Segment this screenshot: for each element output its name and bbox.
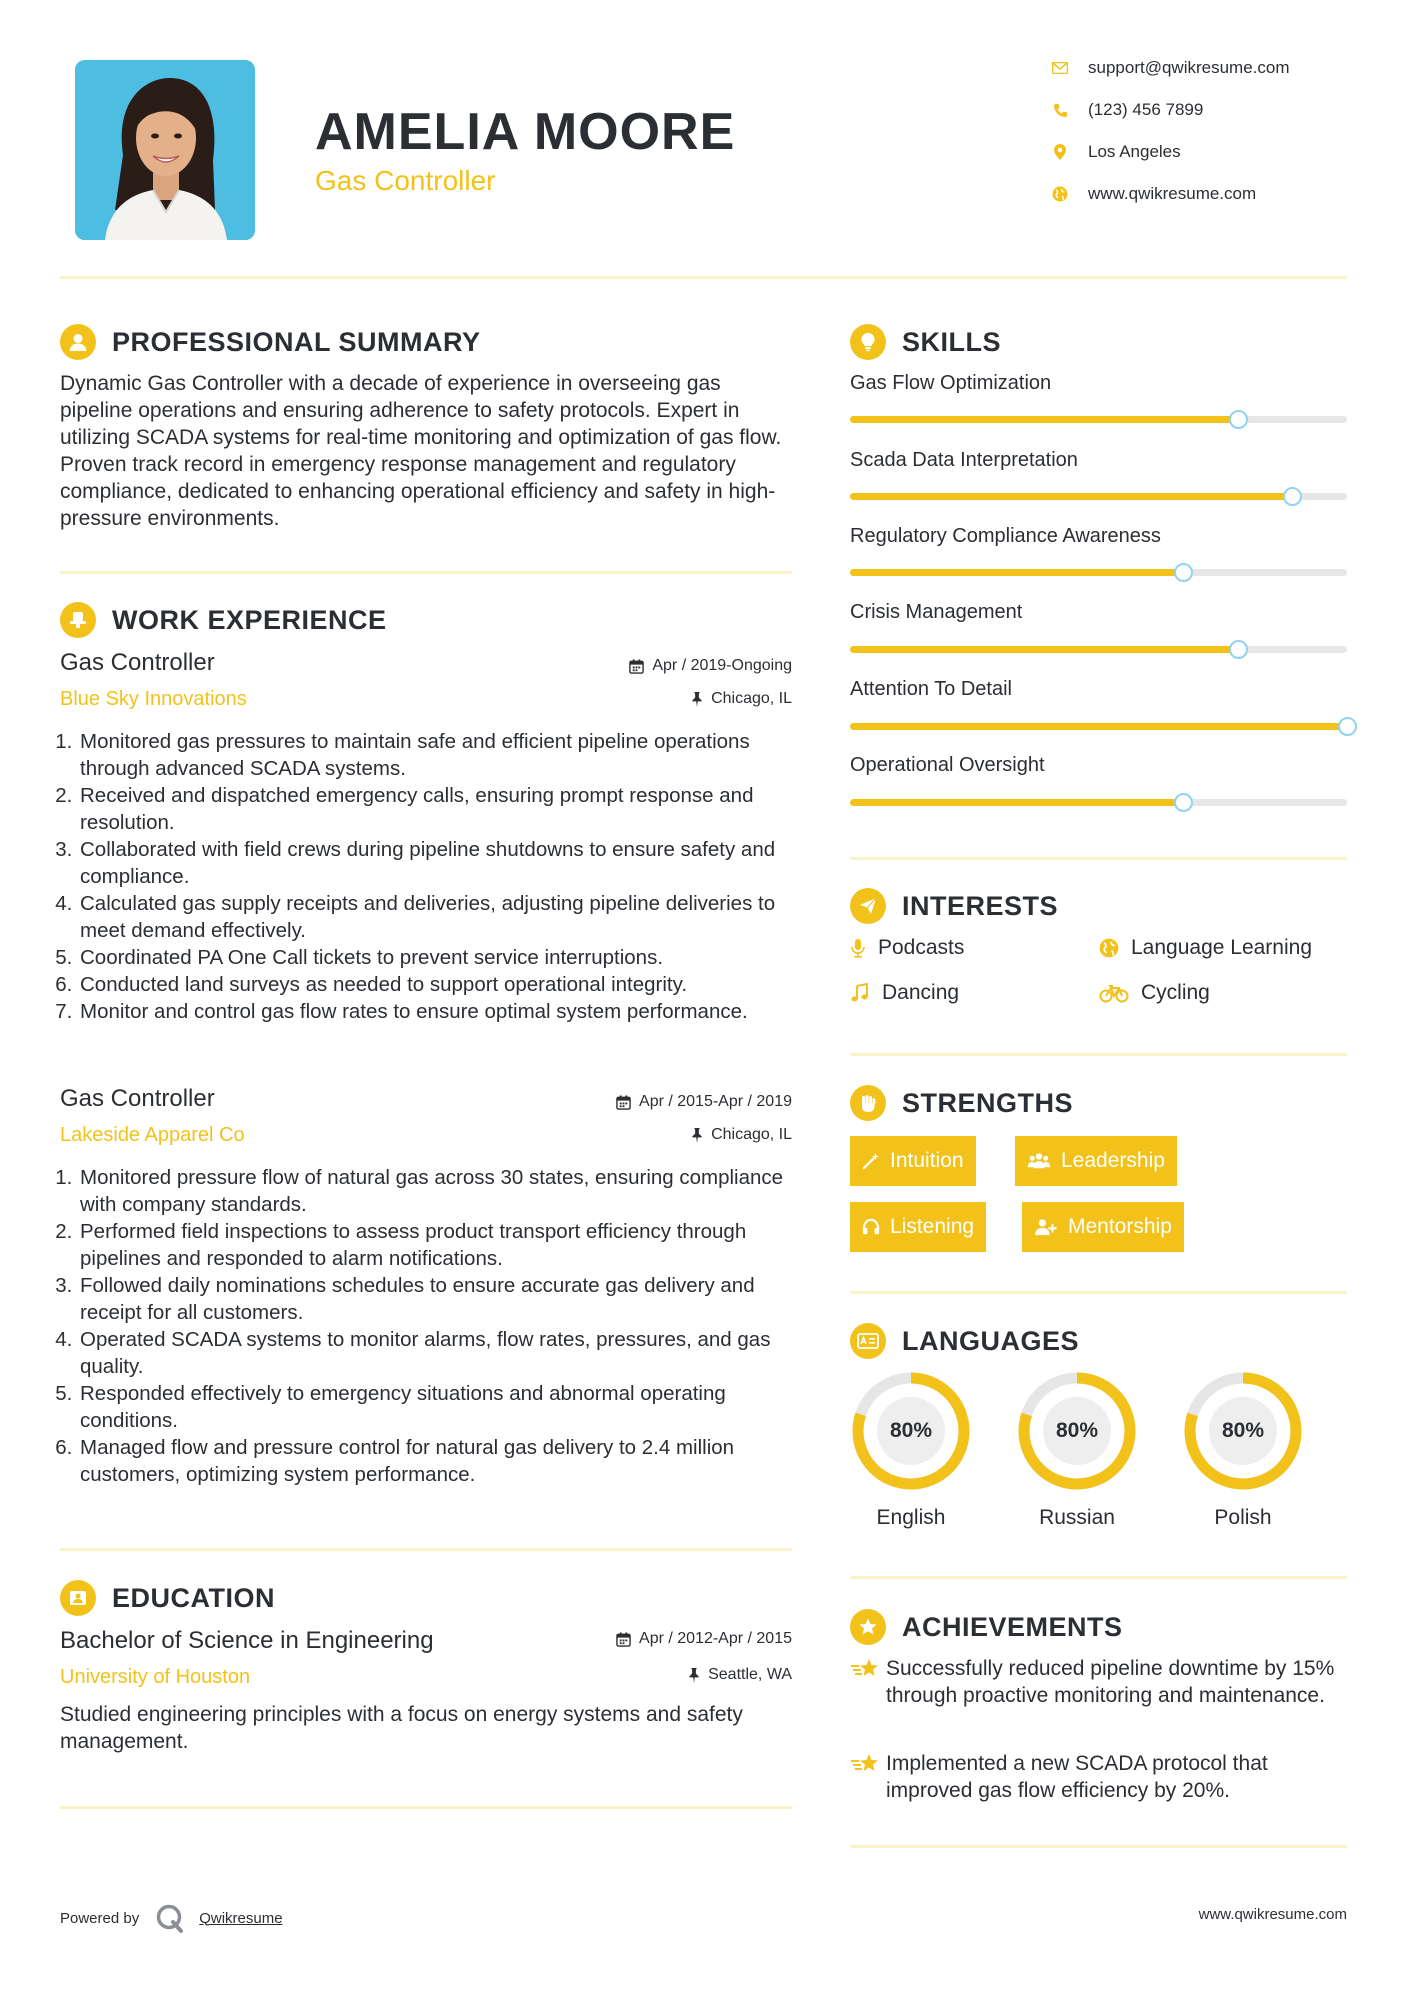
education-heading-text: EDUCATION xyxy=(112,1582,275,1613)
achievements-divider xyxy=(850,1845,1347,1848)
skill-bar xyxy=(850,569,1347,576)
skills-heading xyxy=(850,322,1001,362)
skill-bar xyxy=(850,493,1347,500)
qwikresume-logo-icon xyxy=(155,1903,185,1933)
achievement-item xyxy=(850,1750,1347,1804)
skill-label: Scada Data Interpretation xyxy=(850,449,1078,471)
job-title-subtitle: Gas Controller xyxy=(315,165,496,196)
job-2-duty: 4. Operated SCADA systems to monitor alarms, flow rates, pressures, and gas quality. xyxy=(78,1326,808,1380)
summary-text: Dynamic Gas Controller with a decade of experience in overseeing gas pipeline operations and ensuring adherence to safety protocols. Expert in utilizing SCADA systems for real-time monitoring and optimization of gas flow. Proven track record in emergency response management and regulatory compliance, dedicated to enhancing operational efficiency and safety in high-pressure environments. xyxy=(60,372,782,530)
experience-heading-text: WORK EXPERIENCE xyxy=(112,604,387,635)
education-dates xyxy=(616,1630,792,1648)
job-1-duty: 7. Monitor and control gas flow rates to ensure optimal system performance. xyxy=(78,998,808,1025)
education-description: Studied engineering principles with a focus on energy systems and safety management. xyxy=(60,1703,743,1753)
interest-label: Podcasts xyxy=(878,936,965,959)
job-2-dates-text: Apr / 2015-Apr / 2019 xyxy=(639,1093,792,1110)
profile-photo xyxy=(75,60,255,240)
contact-phone[interactable] xyxy=(1050,98,1203,122)
powered-by-text: Powered by xyxy=(60,1909,140,1927)
contact-email[interactable] xyxy=(1050,56,1290,80)
job-1-duties xyxy=(58,728,808,1025)
skill-bar xyxy=(850,799,1347,806)
achievements-heading xyxy=(850,1607,1123,1647)
education-divider xyxy=(60,1806,792,1809)
job-2-duty: 2. Performed field inspections to assess product transport efficiency through pipelines and responded to alarm notifications. xyxy=(78,1218,808,1272)
graduation-icon xyxy=(60,1580,96,1616)
achievements-heading-text: ACHIEVEMENTS xyxy=(902,1611,1123,1642)
microphone-icon xyxy=(850,938,866,958)
strength-tag xyxy=(850,1202,986,1252)
paper-plane-icon xyxy=(850,888,886,924)
brand-link[interactable]: Qwikresume xyxy=(199,1909,283,1927)
candidate-name: AMELIA MOORE xyxy=(315,103,736,161)
language-donut xyxy=(1016,1370,1138,1492)
language-card-icon xyxy=(850,1323,886,1359)
skill-label: Regulatory Compliance Awareness xyxy=(850,525,1161,547)
language-donut xyxy=(1182,1370,1304,1492)
experience-heading xyxy=(60,600,387,640)
job-2-company: Lakeside Apparel Co xyxy=(60,1124,245,1146)
skill-bar xyxy=(850,416,1347,423)
header-divider xyxy=(60,276,1347,279)
music-note-icon xyxy=(850,983,870,1003)
strengths-heading xyxy=(850,1083,1073,1123)
user-icon xyxy=(60,324,96,360)
skill-label: Operational Oversight xyxy=(850,754,1045,776)
language-item xyxy=(1182,1370,1304,1530)
calendar-icon xyxy=(629,659,644,674)
job-2-duty: 5. Responded effectively to emergency situations and abnormal operating conditions. xyxy=(78,1380,808,1434)
achievement-text: Implemented a new SCADA protocol that improved gas flow efficiency by 20%. xyxy=(886,1752,1268,1802)
job-1-dates-text: Apr / 2019-Ongoing xyxy=(652,657,792,674)
education-dates-text: Apr / 2012-Apr / 2015 xyxy=(639,1630,792,1647)
skill-bar-fill xyxy=(850,416,1238,423)
calendar-icon xyxy=(616,1095,631,1110)
pushpin-icon xyxy=(691,692,703,707)
experience-divider xyxy=(60,1548,792,1551)
globe-icon xyxy=(1050,184,1070,204)
language-item xyxy=(1016,1370,1138,1530)
skill-bar xyxy=(850,723,1347,730)
interest-label: Dancing xyxy=(882,981,960,1004)
job-1-title: Gas Controller xyxy=(60,649,215,676)
job-2-title: Gas Controller xyxy=(60,1085,215,1112)
contact-phone-text: (123) 456 7899 xyxy=(1088,100,1204,119)
globe-icon xyxy=(1099,938,1119,958)
interest-item xyxy=(850,981,959,1005)
interests-heading-text: INTERESTS xyxy=(902,890,1059,921)
skill-bar-knob xyxy=(1283,487,1302,506)
education-location-text: Seattle, WA xyxy=(708,1666,792,1683)
summary-heading-text: PROFESSIONAL SUMMARY xyxy=(112,326,481,357)
job-1-location-text: Chicago, IL xyxy=(711,690,792,707)
skill-bar-fill xyxy=(850,723,1347,730)
skill-bar-knob xyxy=(1338,717,1357,736)
skill-bar xyxy=(850,646,1347,653)
language-percent: 80% xyxy=(1221,1419,1265,1442)
strength-label: Intuition xyxy=(890,1149,964,1172)
language-name: Russian xyxy=(1039,1506,1115,1529)
interest-label: Language Learning xyxy=(1131,936,1313,959)
languages-divider xyxy=(850,1576,1347,1579)
job-2-duty: 6. Managed flow and pressure control for natural gas delivery to 2.4 million customers, optimizing system performance. xyxy=(78,1434,808,1488)
phone-icon xyxy=(1050,100,1070,120)
bicycle-icon xyxy=(1099,983,1129,1003)
skills-heading-text: SKILLS xyxy=(902,326,1002,357)
skill-bar-knob xyxy=(1174,563,1193,582)
language-donut xyxy=(850,1370,972,1492)
language-item xyxy=(850,1370,972,1530)
star-badge-icon xyxy=(850,1609,886,1645)
job-1-duty: 1. Monitored gas pressures to maintain safe and efficient pipeline operations through advanced SCADA systems. xyxy=(78,728,808,782)
strength-label: Listening xyxy=(890,1215,975,1238)
pushpin-icon xyxy=(691,1128,703,1143)
skill-bar-knob xyxy=(1174,793,1193,812)
job-1-duty: 3. Collaborated with field crews during pipeline shutdowns to ensure safety and compliance. xyxy=(78,836,808,890)
education-location xyxy=(688,1666,792,1684)
strength-tag xyxy=(1022,1202,1184,1252)
interest-item xyxy=(1099,936,1312,960)
interest-item xyxy=(1099,981,1210,1005)
headphones-icon xyxy=(862,1218,880,1236)
interest-item xyxy=(850,936,964,960)
job-2-location xyxy=(691,1126,792,1144)
language-percent: 80% xyxy=(889,1419,933,1442)
skill-bar-fill xyxy=(850,493,1292,500)
contact-website-text: www.qwikresume.com xyxy=(1088,184,1257,203)
summary-heading xyxy=(60,322,481,362)
skill-bar-fill xyxy=(850,646,1238,653)
job-1-location xyxy=(691,690,792,708)
contact-location-text: Los Angeles xyxy=(1088,142,1181,161)
strength-label: Mentorship xyxy=(1068,1215,1172,1238)
footer-url[interactable]: www.qwikresume.com xyxy=(1198,1906,1347,1923)
job-2-location-text: Chicago, IL xyxy=(711,1126,792,1143)
skill-label: Attention To Detail xyxy=(850,678,1012,700)
skill-bar-fill xyxy=(850,799,1183,806)
skill-label: Crisis Management xyxy=(850,601,1023,623)
map-pin-icon xyxy=(1050,142,1070,162)
users-icon xyxy=(1027,1152,1051,1170)
strengths-divider xyxy=(850,1291,1347,1294)
strength-tag xyxy=(850,1136,976,1186)
job-1-company: Blue Sky Innovations xyxy=(60,688,247,710)
strength-label: Leadership xyxy=(1061,1149,1165,1172)
contact-location xyxy=(1050,140,1181,164)
skill-bar-fill xyxy=(850,569,1183,576)
language-percent: 80% xyxy=(1055,1419,1099,1442)
skill-label: Gas Flow Optimization xyxy=(850,372,1052,394)
job-1-dates xyxy=(629,657,792,675)
magic-wand-icon xyxy=(862,1152,880,1170)
job-1-duty: 5. Coordinated PA One Call tickets to prevent service interruptions. xyxy=(78,944,808,971)
job-2-duty: 1. Monitored pressure flow of natural gas across 30 states, ensuring compliance with company standards. xyxy=(78,1164,808,1218)
languages-heading-text: LANGUAGES xyxy=(902,1325,1080,1356)
job-2-dates xyxy=(616,1093,792,1111)
skill-bar-knob xyxy=(1229,640,1248,659)
job-1-duty: 2. Received and dispatched emergency calls, ensuring prompt response and resolution. xyxy=(78,782,808,836)
footer-powered-by xyxy=(60,1903,283,1933)
shooting-star-icon xyxy=(850,1752,886,1804)
language-name: Polish xyxy=(1214,1506,1272,1529)
interests-divider xyxy=(850,1053,1347,1056)
strength-tag xyxy=(1015,1136,1177,1186)
languages-heading xyxy=(850,1321,1079,1361)
education-school: University of Houston xyxy=(60,1666,251,1688)
pushpin-icon xyxy=(688,1668,700,1683)
strengths-heading-text: STRENGTHS xyxy=(902,1087,1074,1118)
summary-divider xyxy=(60,571,792,574)
education-degree: Bachelor of Science in Engineering xyxy=(60,1627,434,1654)
calendar-icon xyxy=(616,1632,631,1647)
job-1-duty: 4. Calculated gas supply receipts and deliveries, adjusting pipeline deliveries to meet demand effectively. xyxy=(78,890,808,944)
job-1-duty: 6. Conducted land surveys as needed to support operational integrity. xyxy=(78,971,808,998)
lightbulb-icon xyxy=(850,324,886,360)
skill-bar-knob xyxy=(1229,410,1248,429)
contact-email-text: support@qwikresume.com xyxy=(1088,58,1290,77)
education-heading xyxy=(60,1578,275,1618)
briefcase-icon xyxy=(60,602,96,638)
achievement-item xyxy=(850,1655,1347,1709)
shooting-star-icon xyxy=(850,1657,886,1709)
language-name: English xyxy=(876,1506,946,1529)
job-2-duty: 3. Followed daily nominations schedules to ensure accurate gas delivery and receipt for all customers. xyxy=(78,1272,808,1326)
contact-website[interactable] xyxy=(1050,182,1256,206)
user-plus-icon xyxy=(1034,1218,1058,1236)
interests-heading xyxy=(850,886,1058,926)
achievement-text: Successfully reduced pipeline downtime by 15% through proactive monitoring and maintenance. xyxy=(886,1657,1335,1707)
envelope-icon xyxy=(1050,58,1070,78)
interest-label: Cycling xyxy=(1141,981,1210,1004)
skills-divider xyxy=(850,857,1347,860)
job-2-duties xyxy=(58,1164,808,1488)
raised-fist-icon xyxy=(850,1085,886,1121)
